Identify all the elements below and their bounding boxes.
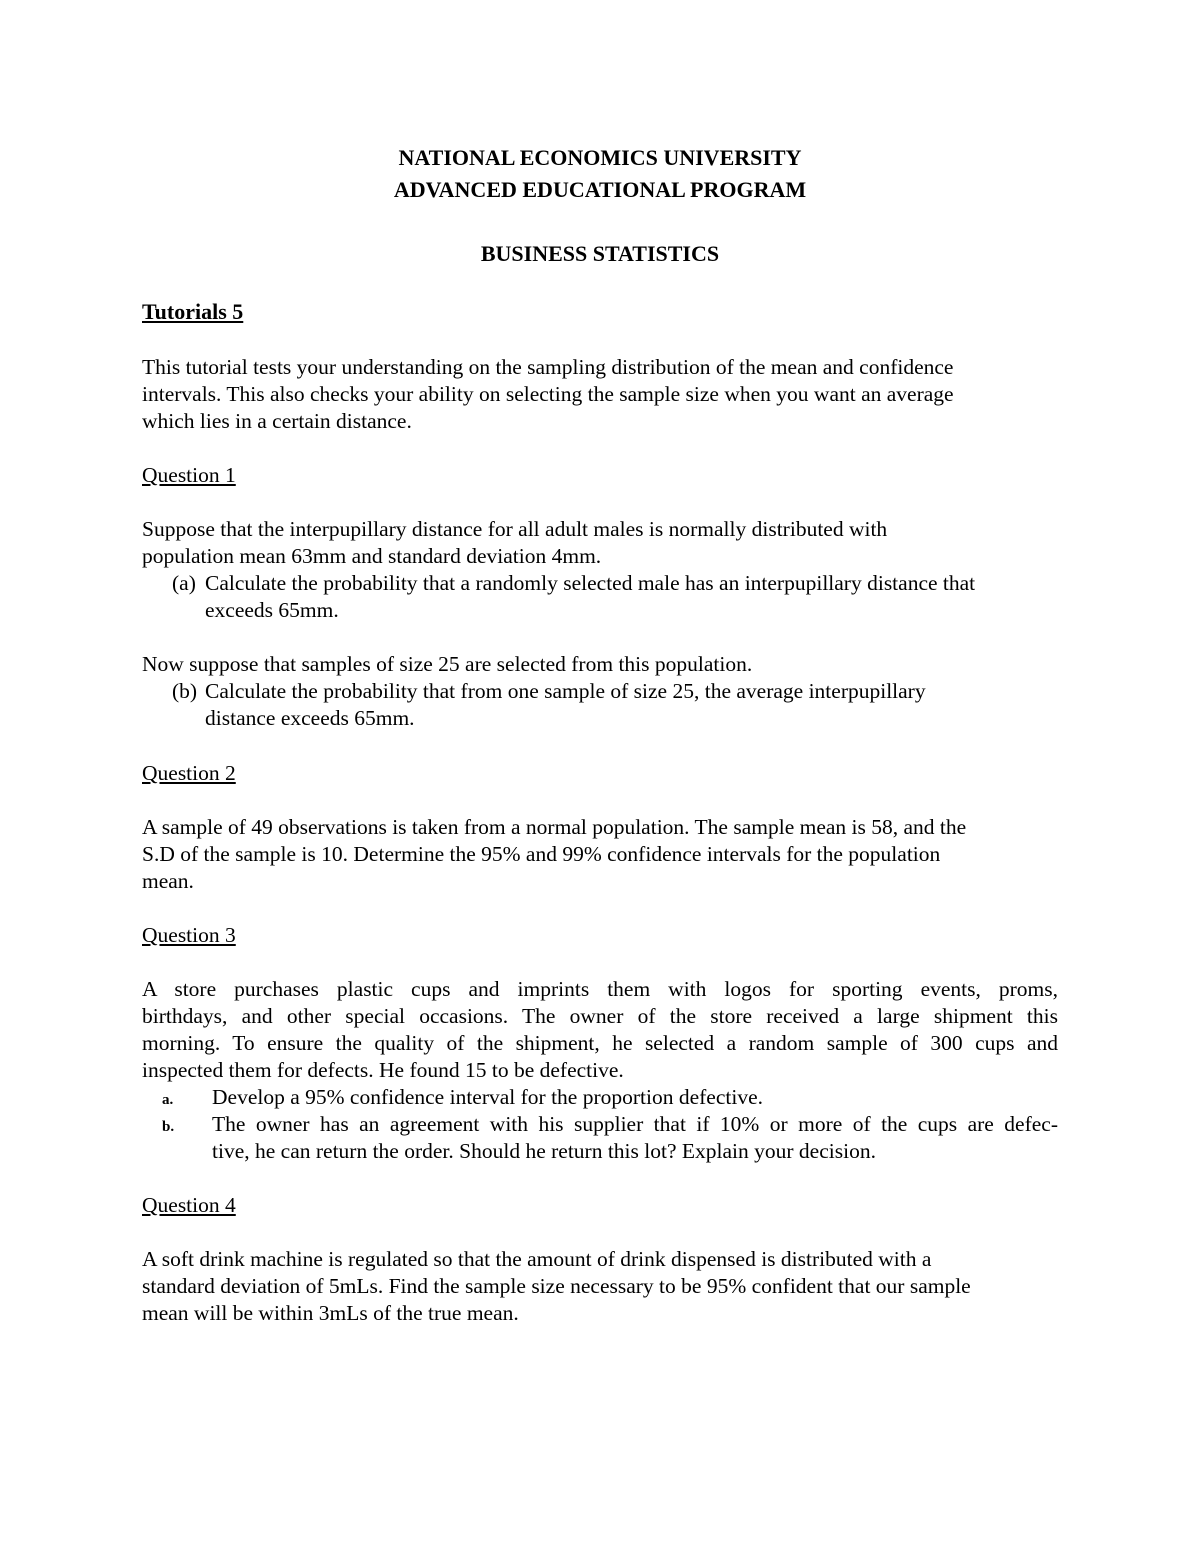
tutorial-title: Tutorials 5 [142, 299, 244, 324]
q1-part-a-line-1: Calculate the probability that a randomly selected male has an interpupillary distance that [205, 571, 976, 595]
q4-text-line-2: standard deviation of 5mLs. Find the sample size necessary to be 95% confident that our sample [142, 1274, 971, 1298]
q3-part-b-marker [162, 1110, 212, 1141]
program-name: ADVANCED EDUCATIONAL PROGRAM [393, 177, 807, 202]
q4-text-line-3: mean will be within 3mLs of the true mean. [142, 1301, 519, 1325]
intro-line-3: which lies in a certain distance. [142, 409, 412, 433]
q3-text-line-1: A store purchases plastic cups and imprints them with logos for sporting events, proms, [142, 977, 1058, 1001]
question-2-heading: Question 2 [142, 761, 236, 785]
q2-text-line-2: S.D of the sample is 10. Determine the 95% and 99% confidence intervals for the population [142, 842, 941, 866]
q3-part-b-line-1: The owner has an agreement with his supplier that if 10% or more of the cups are defec- [212, 1112, 1058, 1136]
question-1-heading: Question 1 [142, 463, 236, 487]
q3-text-line-3: morning. To ensure the quality of the shipment, he selected a random sample of 300 cups and [142, 1031, 1058, 1055]
q3-part-b-marker-text: b. [162, 1119, 175, 1135]
q1-part-a-marker: (a) [172, 571, 196, 595]
q3-part-a-marker-text: a. [162, 1092, 174, 1108]
q2-text-line-1: A sample of 49 observations is taken from a normal population. The sample mean is 58, and the [142, 815, 967, 839]
intro-line-2: intervals. This also checks your ability on selecting the sample size when you want an average [142, 382, 954, 406]
university-name: NATIONAL ECONOMICS UNIVERSITY [398, 145, 802, 170]
intro-line-1: This tutorial tests your understanding on the sampling distribution of the mean and confidence [142, 355, 954, 379]
q1-text-line-1: Suppose that the interpupillary distance for all adult males is normally distributed with [142, 517, 888, 541]
q3-part-a-text: Develop a 95% confidence interval for the proportion defective. [212, 1085, 764, 1109]
q1-part-b-line-1: Calculate the probability that from one sample of size 25, the average interpupillary [205, 679, 926, 703]
q2-text-line-3: mean. [142, 869, 194, 893]
q1-text-line-2: population mean 63mm and standard deviation 4mm. [142, 544, 602, 568]
q1-part-a-line-2: exceeds 65mm. [205, 598, 339, 622]
question-4-heading: Question 4 [142, 1193, 236, 1217]
q4-text-line-1: A soft drink machine is regulated so that the amount of drink dispensed is distributed with a [142, 1247, 932, 1271]
q1-part-b-marker: (b) [172, 679, 198, 703]
question-3-heading: Question 3 [142, 923, 236, 947]
q3-text-line-4: inspected them for defects. He found 15 to be defective. [142, 1058, 624, 1082]
course-title: BUSINESS STATISTICS [480, 241, 720, 266]
q1-part-b-line-2: distance exceeds 65mm. [205, 706, 415, 730]
q3-part-b-line-2: tive, he can return the order. Should he return this lot? Explain your decision. [212, 1139, 876, 1163]
q3-text-line-2: birthdays, and other special occasions. The owner of the store received a large shipment this [142, 1004, 1058, 1028]
q1-text-2: Now suppose that samples of size 25 are selected from this population. [142, 652, 753, 676]
